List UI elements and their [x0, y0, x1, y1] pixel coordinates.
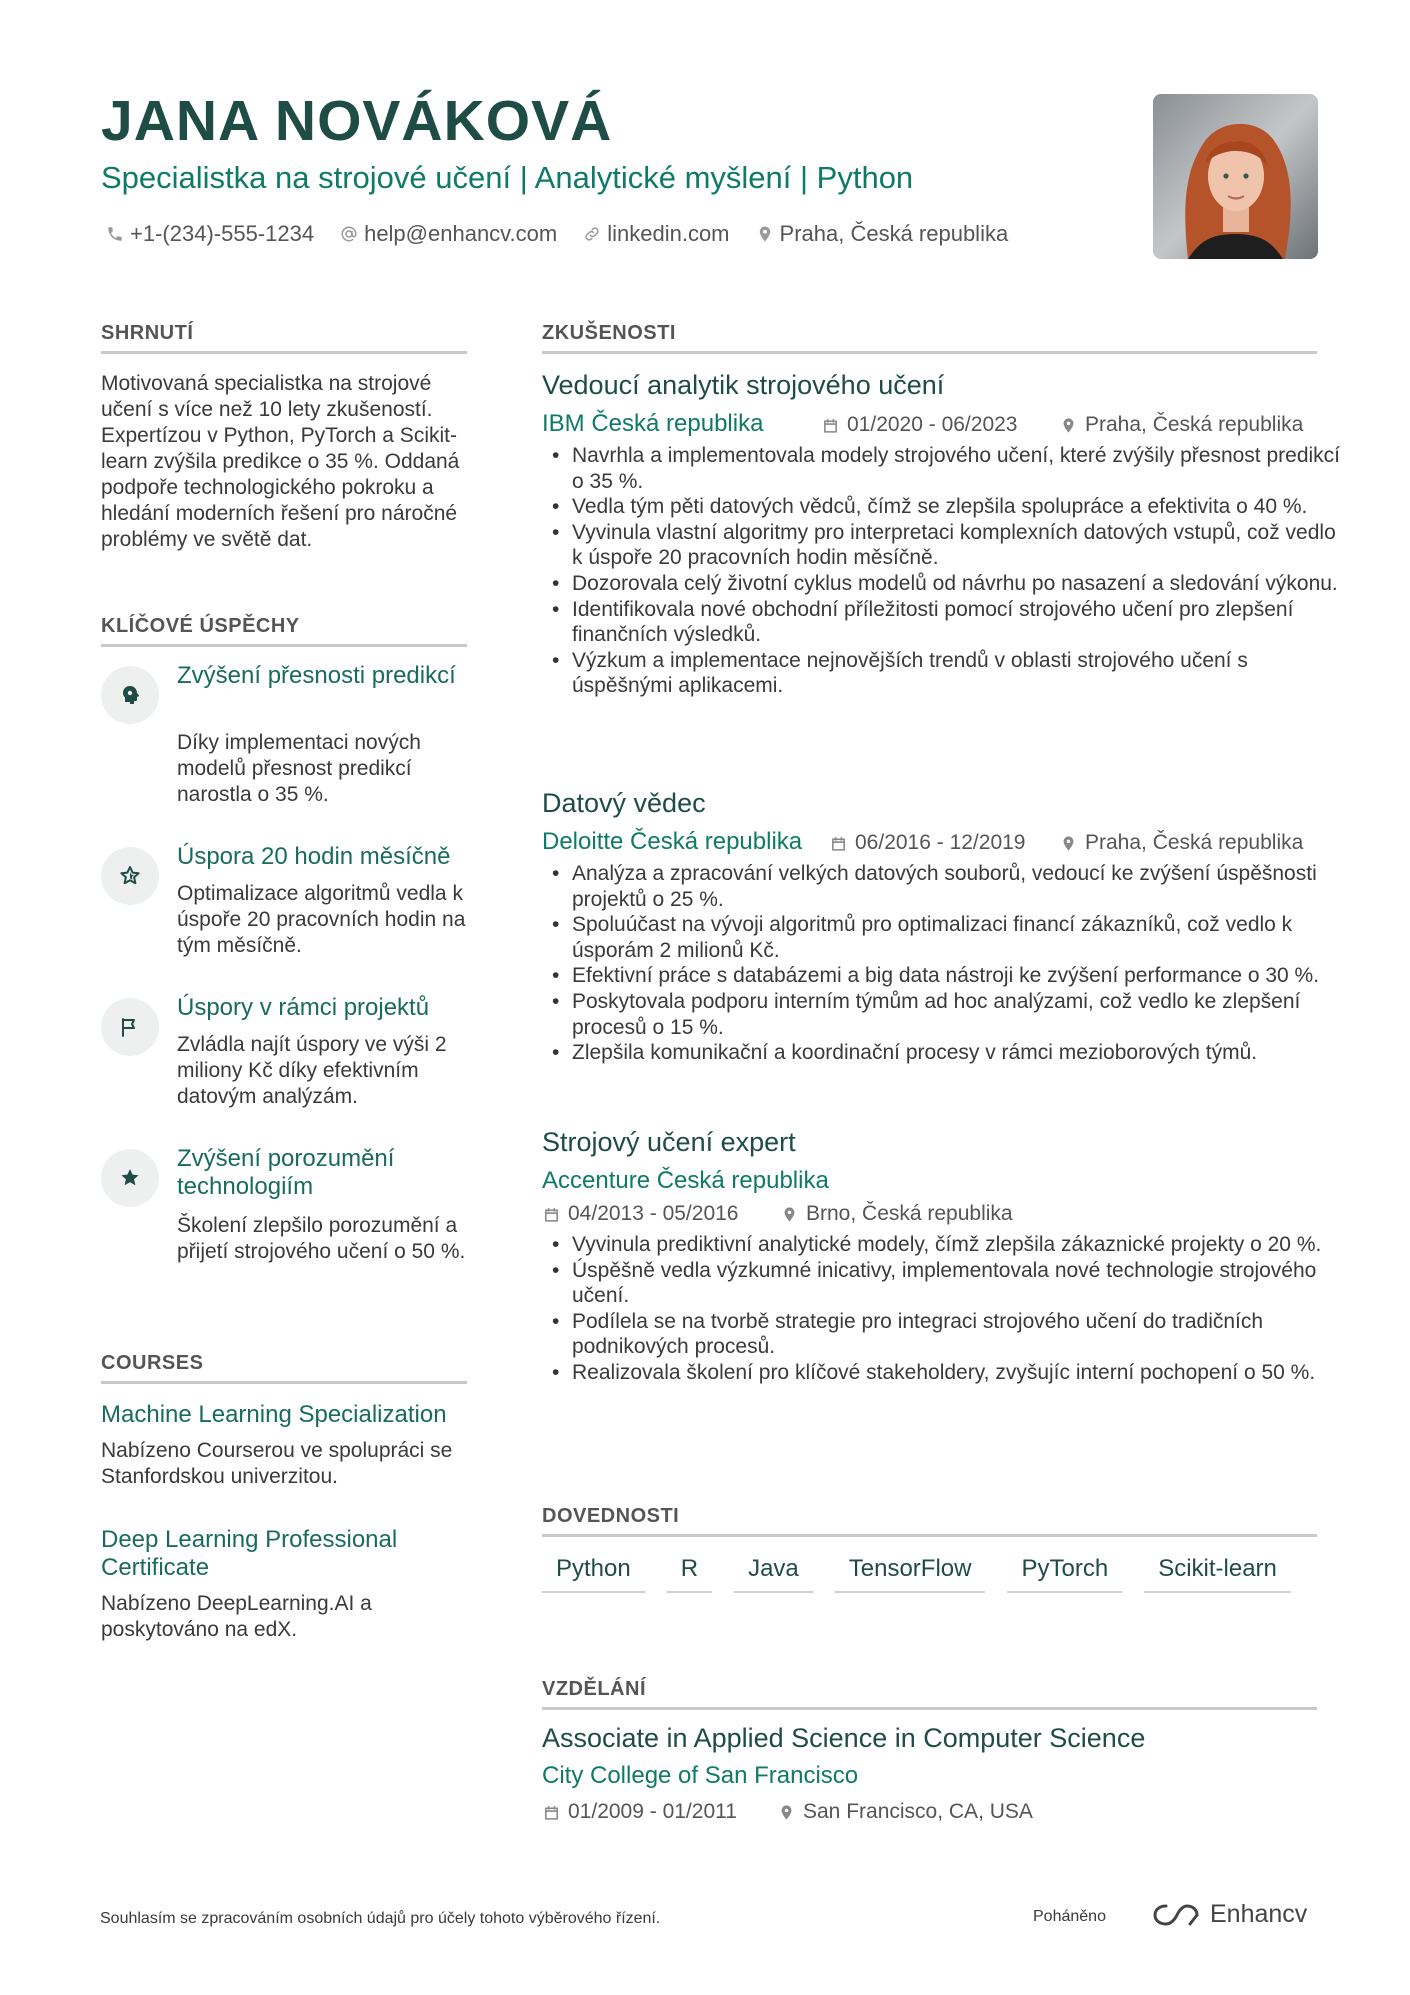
- skill-tag: PyTorch: [1007, 1555, 1122, 1593]
- link-icon: [583, 225, 601, 243]
- achievement-icon-wrap: [101, 847, 159, 905]
- calendar-icon: [830, 835, 847, 852]
- contact-location: [756, 221, 1009, 247]
- job-title: Strojový učení expert: [542, 1127, 796, 1157]
- job-bullet: • Efektivní práce s databázemi a big data nástroji ke zvýšení performance o 30 %.: [572, 963, 1352, 989]
- job-bullets: [542, 443, 1352, 699]
- skills-section-title: DOVEDNOSTI: [542, 1505, 1317, 1537]
- phone-text: +1-(234)-555-1234: [130, 221, 315, 246]
- contact-linkedin[interactable]: [583, 221, 729, 247]
- calendar-icon: [543, 1804, 560, 1821]
- course-desc: Nabízeno DeepLearning.AI a poskytováno na edX.: [101, 1592, 372, 1641]
- skill-tag: Python: [542, 1555, 645, 1593]
- courses-section-title: COURSES: [101, 1352, 467, 1384]
- job-bullet: • Vyvinula prediktivní analytické modely, čímž zlepšila zákaznické projekty o 20 %.: [572, 1232, 1352, 1258]
- job-location-text: Brno, Česká republika: [806, 1202, 1013, 1225]
- at-icon: [340, 225, 358, 243]
- achievement-desc: Školení zlepšilo porozumění a přijetí strojového učení o 50 %.: [177, 1214, 466, 1263]
- job-title: Vedoucí analytik strojového učení: [542, 370, 945, 400]
- enhancv-logo-icon: [1152, 1902, 1200, 1928]
- job-bullet: • Navrhla a implementovala modely strojového učení, které zvýšily přesnost predikcí o 35 %.: [572, 443, 1352, 494]
- experience-section-title: ZKUŠENOSTI: [542, 322, 1317, 354]
- job-location: [781, 1202, 1013, 1226]
- achievement-title: Úspora 20 hodin měsíčně: [177, 843, 451, 870]
- contact-email[interactable]: [340, 221, 557, 247]
- job-dates-text: 04/2013 - 05/2016: [568, 1202, 739, 1225]
- job-bullet: • Vyvinula vlastní algoritmy pro interpretaci komplexních datových vstupů, což vedlo k úspoře 20 pracovních hodin měsíčně.: [572, 520, 1352, 571]
- job-bullet: • Podílela se na tvorbě strategie pro integraci strojového učení do tradičních podnikových procesů.: [572, 1309, 1352, 1360]
- phone-icon: [106, 225, 124, 243]
- job-location-text: Praha, Česká republika: [1085, 831, 1304, 854]
- job-bullet: • Výzkum a implementace nejnovějších trendů v oblasti strojového učení s úspěšnými aplikacemi.: [572, 648, 1352, 699]
- location-pin-icon: [1060, 835, 1077, 852]
- education-section-title: VZDĚLÁNÍ: [542, 1678, 1317, 1710]
- enhancv-logo[interactable]: [1152, 1900, 1307, 1929]
- job-bullet: • Spoluúčast na vývoji algoritmů pro optimalizaci financí zákazníků, což vedlo k úsporám 2 milionů Kč.: [572, 912, 1352, 963]
- consent-note: Souhlasím se zpracováním osobních údajů pro účely tohoto výběrového řízení.: [100, 1910, 661, 1927]
- achievement-title: Zvýšení porozumění technologiím: [177, 1145, 395, 1200]
- summary-section-title: SHRNUTÍ: [101, 322, 467, 354]
- achievement-desc: Zvládla najít úspory ve výši 2 miliony Kč díky efektivním datovým analýzám.: [177, 1033, 447, 1108]
- job-dates-text: 01/2020 - 06/2023: [847, 413, 1018, 436]
- job-bullets: [542, 861, 1352, 1066]
- job-bullet: • Zlepšila komunikační a koordinační procesy v rámci mezioborových týmů.: [572, 1040, 1352, 1066]
- skills-list: [542, 1555, 1291, 1593]
- email-text: help@enhancv.com: [364, 221, 558, 246]
- job-location-text: Praha, Česká republika: [1085, 413, 1304, 436]
- calendar-icon: [543, 1206, 560, 1223]
- job-dates-text: 06/2016 - 12/2019: [855, 831, 1026, 854]
- achievement-desc: Díky implementaci nových modelů přesnost predikcí narostla o 35 %.: [177, 731, 421, 806]
- job-location: [1060, 413, 1303, 437]
- education-dates-text: 01/2009 - 01/2011: [568, 1800, 737, 1823]
- linkedin-text: linkedin.com: [607, 221, 730, 246]
- contact-row: [106, 221, 1008, 247]
- education-location: [778, 1800, 1033, 1824]
- education-dates: [543, 1800, 737, 1824]
- achievements-section-title: KLÍČOVÉ ÚSPĚCHY: [101, 615, 467, 647]
- powered-by-label: Poháněno: [1033, 1908, 1106, 1925]
- job-bullet: • Dozorovala celý životní cyklus modelů od návrhu po nasazení a sledování výkonu.: [572, 571, 1352, 597]
- flag-icon: [118, 1015, 142, 1039]
- location-text: Praha, Česká republika: [779, 221, 1009, 246]
- achievement-icon-wrap: [101, 998, 159, 1056]
- skill-tag: TensorFlow: [835, 1555, 986, 1593]
- education-school: City College of San Francisco: [542, 1762, 859, 1789]
- achievement-title: Zvýšení přesnosti predikcí: [177, 662, 456, 689]
- candidate-name: JANA NOVÁKOVÁ: [101, 89, 613, 153]
- job-location: [1060, 831, 1303, 855]
- education-location-text: San Francisco, CA, USA: [803, 1800, 1033, 1823]
- achievement-icon-wrap: [101, 1149, 159, 1207]
- summary-text: Motivovaná specialistka na strojové učení s více než 10 lety zkušeností. Expertízou v Python, PyTorch a Scikit-learn zvýšila predikce o 35 %. Oddaná podpoře technologického pokroku a hledání moderních řešení pro náročné problémy ve světě dat.: [101, 372, 460, 551]
- location-pin-icon: [778, 1804, 795, 1821]
- achievement-desc: Optimalizace algoritmů vedla k úspoře 20 pracovních hodin na tým měsíčně.: [177, 882, 466, 957]
- job-title: Datový vědec: [542, 788, 706, 818]
- job-dates: [830, 831, 1025, 855]
- brain-icon: [118, 683, 142, 707]
- profile-photo: [1153, 94, 1318, 259]
- job-company: IBM Česká republika: [542, 410, 764, 437]
- job-company: Accenture Česká republika: [542, 1167, 829, 1194]
- course-title: Machine Learning Specialization: [101, 1401, 447, 1428]
- job-bullet: • Úspěšně vedla výzkumné inicativy, implementovala nové technologie strojového učení.: [572, 1258, 1352, 1309]
- education-degree: Associate in Applied Science in Computer Science: [542, 1723, 1146, 1753]
- headline: Specialistka na strojové učení | Analytické myšlení | Python: [101, 160, 914, 195]
- star-outline-icon: [118, 864, 142, 888]
- job-bullet: • Poskytovala podporu interním týmům ad hoc analýzami, což vedlo ke zlepšení procesů o 15 %.: [572, 989, 1352, 1040]
- location-pin-icon: [756, 225, 774, 243]
- skill-tag: R: [667, 1555, 712, 1593]
- job-bullet: • Vedla tým pěti datových vědců, čímž se zlepšila spolupráce a efektivita o 40 %.: [572, 494, 1352, 520]
- skill-tag: Scikit-learn: [1144, 1555, 1291, 1593]
- achievement-title: Úspory v rámci projektů: [177, 994, 430, 1021]
- job-dates: [822, 413, 1017, 437]
- contact-phone[interactable]: [106, 221, 314, 247]
- location-pin-icon: [781, 1206, 798, 1223]
- job-bullet: • Realizovala školení pro klíčové stakeholdery, zvyšujíc interní pochopení o 50 %.: [572, 1360, 1352, 1386]
- achievement-icon-wrap: [101, 666, 159, 724]
- enhancv-brand-text: Enhancv: [1210, 1900, 1308, 1928]
- star-icon: [118, 1166, 142, 1190]
- calendar-icon: [822, 417, 839, 434]
- skill-tag: Java: [734, 1555, 813, 1593]
- course-title: Deep Learning Professional Certificate: [101, 1526, 398, 1581]
- job-bullets: [542, 1232, 1352, 1386]
- course-desc: Nabízeno Courserou ve spolupráci se Stanfordskou univerzitou.: [101, 1439, 453, 1488]
- location-pin-icon: [1060, 417, 1077, 434]
- job-bullet: • Identifikovala nové obchodní příležitosti pomocí strojového učení pro zlepšení finančních výsledků.: [572, 597, 1352, 648]
- job-dates: [543, 1202, 738, 1226]
- job-company: Deloitte Česká republika: [542, 828, 803, 855]
- job-bullet: • Analýza a zpracování velkých datových souborů, vedoucí ke zvýšení úspěšnosti projektů o 25 %.: [572, 861, 1352, 912]
